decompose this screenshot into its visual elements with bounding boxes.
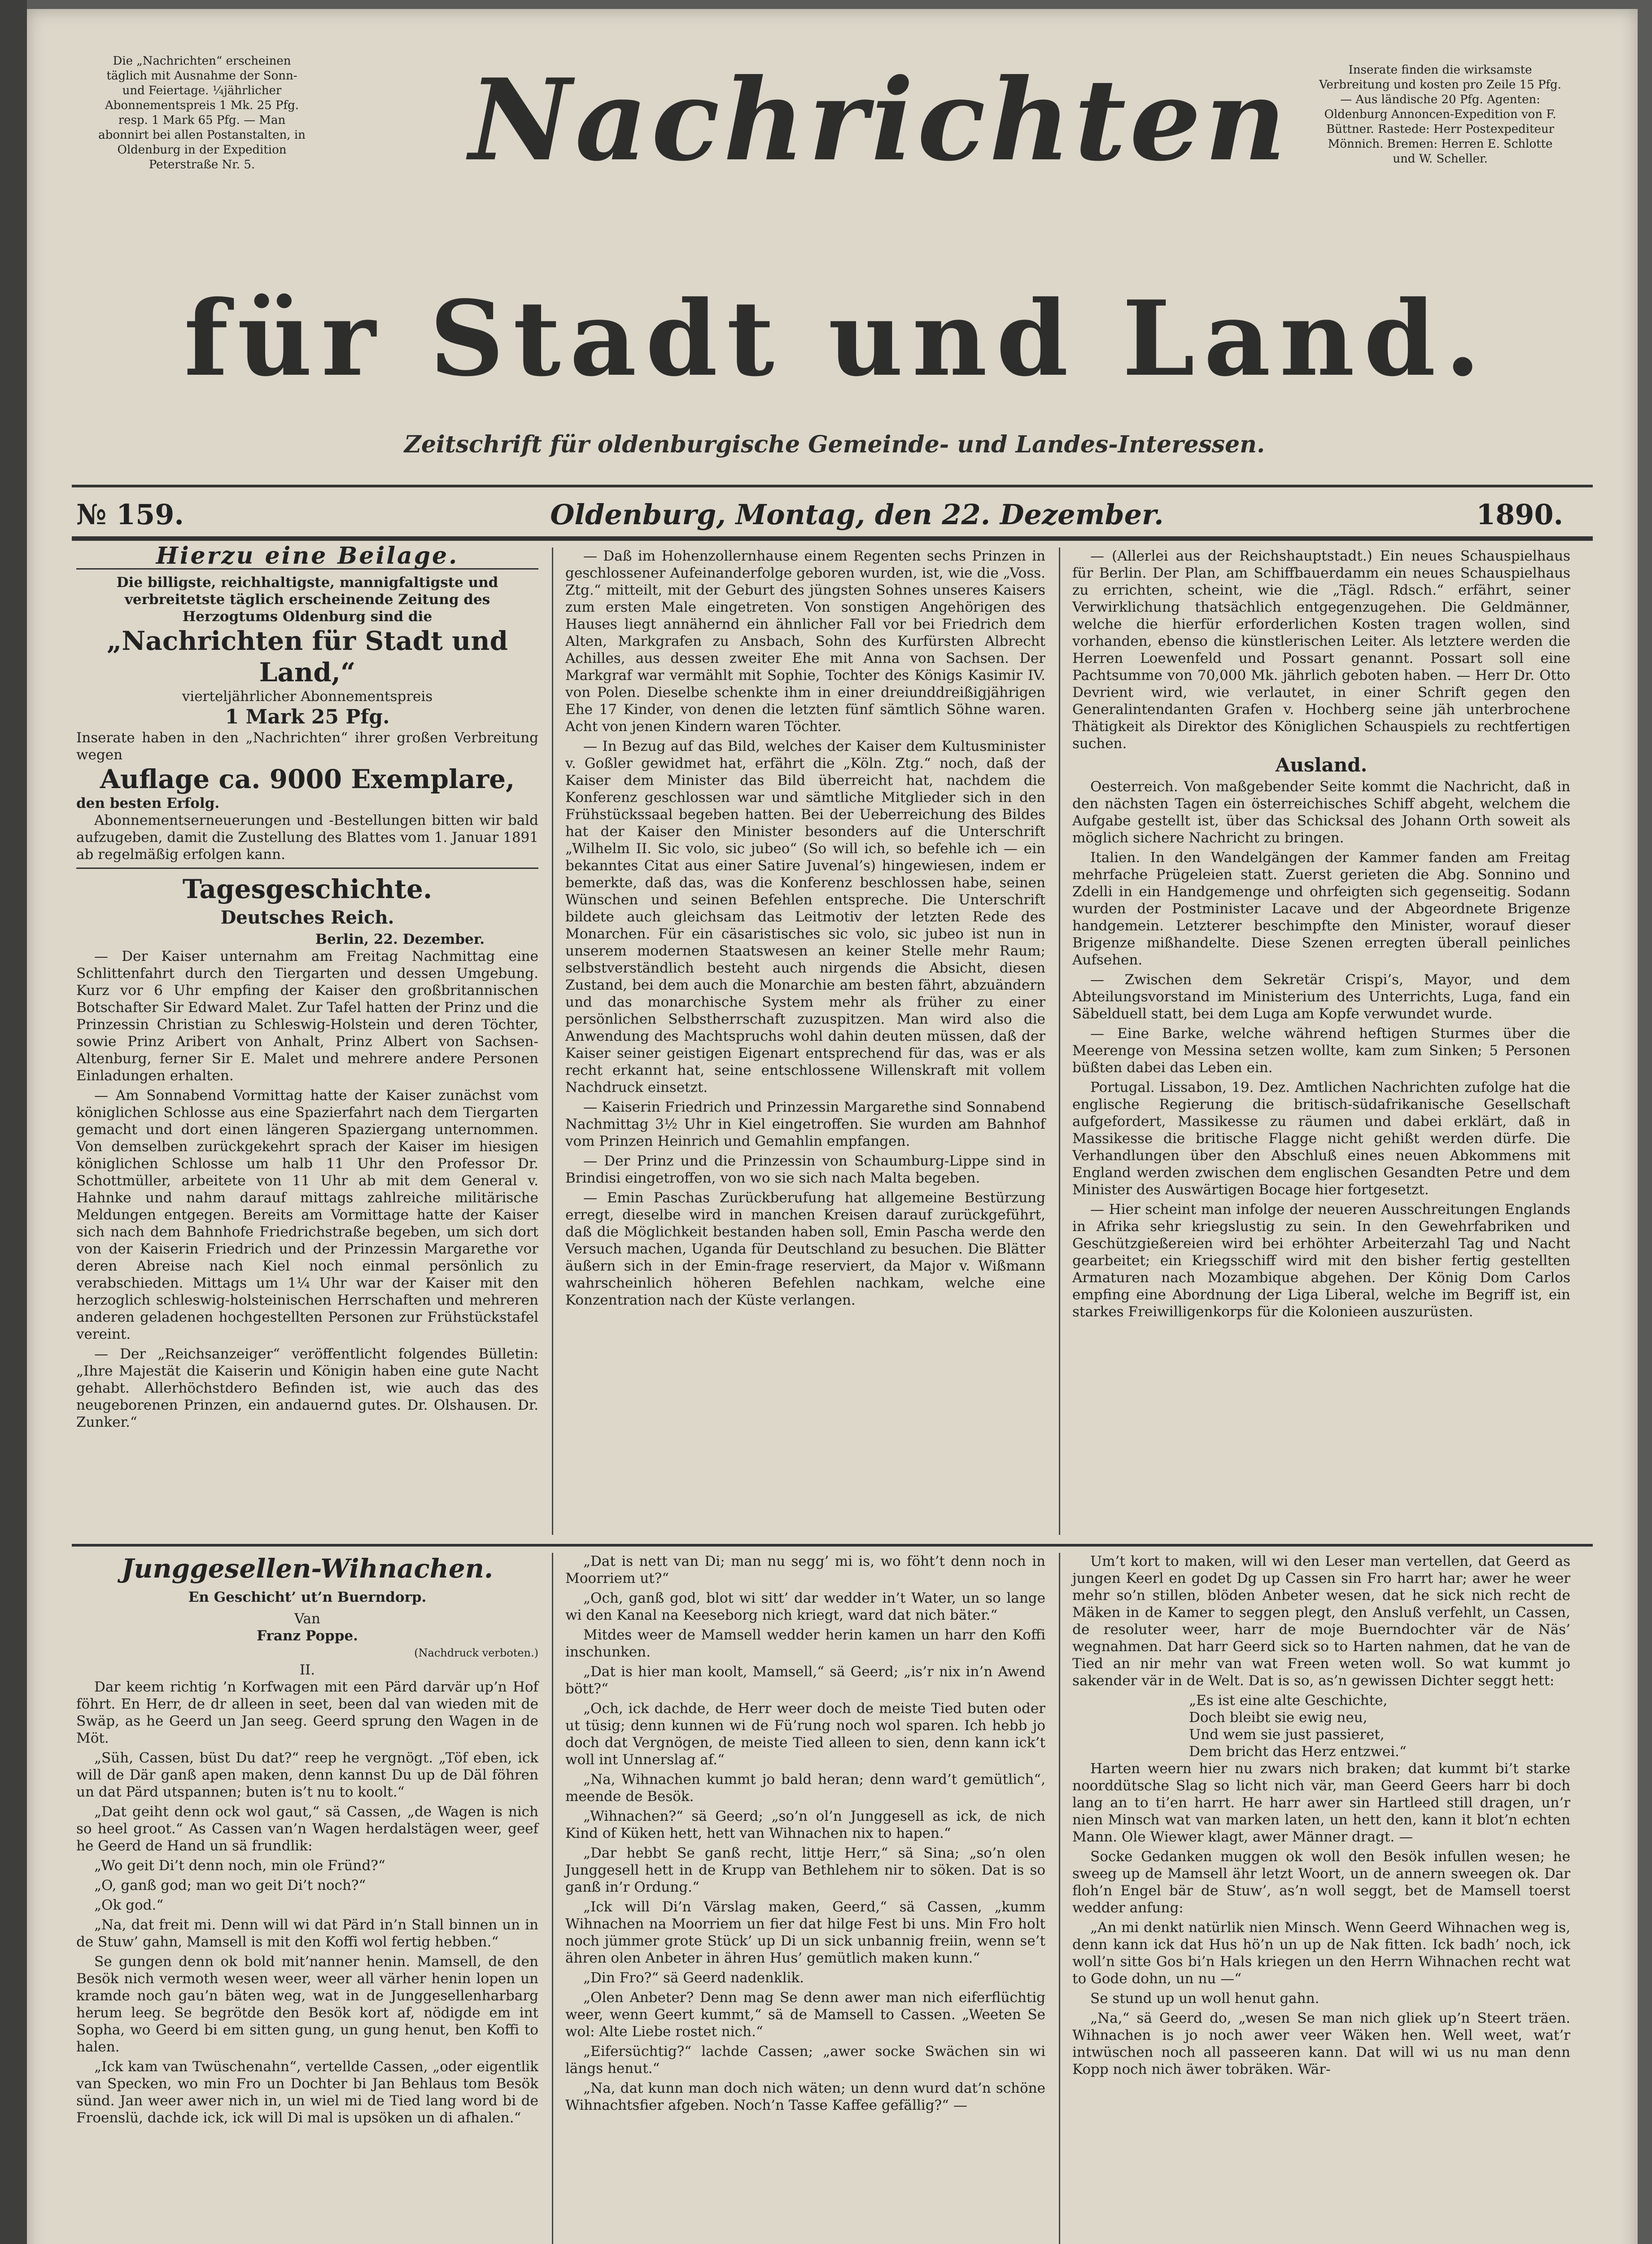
column-separator <box>552 548 553 1535</box>
section-tagesgeschichte: Tagesgeschichte. <box>182 874 433 904</box>
article-paragraph: — Hier scheint man infolge der neueren Ausschreitungen Englands in Afrika sehr kriegslustig zu sein. In den Gewehrfabriken und Geschützgießereien wird bei erhöhter Arbeiterzahl Tag und Nacht gearbeitet; ein Kriegsschiff wird mit den bisher fertig gestellten Armaturen nach Mozambique abgehen. Der König Dom Carlos empfing eine Abordnung der Liga Liberal, welche im Begriff ist, ein starkes Freiwilligenkorps für die Kolonieen auszurüsten. <box>1072 1201 1570 1320</box>
story-paragraph: „Och, ganß god, blot wi sitt’ dar wedder in’t Water, un so lange wi den Kanal na Keeseborg nich kriegt, ward dat nich bäter.“ <box>565 1590 1045 1623</box>
column-3 <box>1072 548 1570 1323</box>
article-paragraph: Italien. In den Wandelgängen der Kammer fanden am Freitag mehrfache Prügeleien statt. Zuerst gerieten die Abg. Sonnino und Zdelli in ein Handgemenge und ohrfeigten sich gegenseitig. Sodann wurden der Postminister Lacave und der Abgeordnete Brigenze handgemein. Letzterer beschimpfte den Minister, worauf dieser Brigenze mißhandelte. Diese Szenen erregten überall peinliches Aufsehen. <box>1072 850 1570 968</box>
story-paragraph: „Ick kam van Twüschenahn“, vertellde Cassen, „oder eigentlik van Specken, wo min Fro un Dochter bi Jan Behlaus tom Besök sünd. Jan weer awer nich in, un wiel mi de Tied lang word bi de Froenslü, dachde ick, ick will Di mal is upsöken un di afhalen.“ <box>76 2059 538 2126</box>
verse-line: Und wem sie just passieret, <box>1189 1727 1385 1743</box>
ad-renewal: Abonnementserneuerungen und -Bestellungen bitten wir bald aufzugeben, damit die Zustellung des Blattes vom 1. Januar 1891 ab regelmäßig erfolgen kann. <box>76 812 538 869</box>
story-by: Van <box>294 1611 320 1627</box>
story-paragraph: „Olen Anbeter? Denn mag Se denn awer man nich eiferflüchtig weer, wenn Geert kummt,“ sä de Mamsell to Cassen. „Weeten Se wol: Alte Liebe rostet nich.“ <box>565 1990 1045 2040</box>
article-paragraph: Portugal. Lissabon, 19. Dez. Amtlichen Nachrichten zufolge hat die englische Regierung die britisch-südafrikanische Gesellschaft aufgefordert, Massikesse zu räumen und dabei erklärt, daß in Massikesse die britische Flagge nicht gehißt werden dürfe. Die Verhandlungen über den Abschluß eines neuen Abkommens mit England werden zwischen dem englischen Gesandten Petre und dem Minister des Auswärtigen Bocage hier fortgesetzt. <box>1072 1079 1570 1198</box>
story-column-2 <box>565 1553 1045 2117</box>
masthead-title-line2: für Stadt und Land. <box>184 278 1490 399</box>
ad-intro: Die billigste, reichhaltigste, mannigfaltigste und verbreitetste täglich erscheinende Zeitung des Herzogtums Oldenburg sind die <box>116 574 498 625</box>
ad-success: den besten Erfolg. <box>76 795 220 811</box>
top-rule <box>72 485 1593 487</box>
story-paragraph: „Dat is nett van Di; man nu segg’ mi is, wo föht’t denn noch in Moorriem ut?“ <box>565 1553 1045 1587</box>
story-paragraph: Dar keem richtig ’n Korfwagen mit een Pärd darvär up’n Hof föhrt. En Herr, de dr alleen in seet, been dal van wieden mit de Swäp, as he Geerd un Jan seeg. Geerd sprung den Wagen in de Möt. <box>76 1679 538 1746</box>
article-paragraph: — (Allerlei aus der Reichshauptstadt.) Ein neues Schauspielhaus für Berlin. Der Plan, am Schiffbauerdamm ein neues Schauspielhaus zu errichten, scheint, wie die „Tägl. Rdsch.“ erfährt, seiner Verwirklichung thatsächlich entgegenzugehen. Die Geldmänner, welche die hierfür erforderlichen Kosten tragen wollen, sind vorhanden, ebenso die künstlerischen Leiter. Als letztere werden die Herren Loewenfeld und Possart genannt. Possart soll eine Pachtsumme von 70,000 Mk. jährlich geboten haben. — Herr Dr. Otto Devrient wird, wie verlautet, in einer Schrift gegen den Generalintendanten Grafen v. Hochberg seine jäh unterbrochene Thätigkeit als Direktor des Königlichen Schauspiels zu rechtfertigen suchen. <box>1072 548 1570 752</box>
story-part: II. <box>299 1662 315 1678</box>
issue-year: 1890. <box>1476 498 1564 531</box>
article-paragraph: — Daß im Hohenzollernhause einem Regenten sechs Prinzen in geschlossener Aufeinanderfolge geboren wurden, ist, wie die „Voss. Ztg.“ mitteilt, mit der Geburt des jüngsten Sohnes unseres Kaisers zum ersten Male eingetreten. Von sonstigen Angehörigen des Hauses liegt annähernd ein ähnlicher Fall vor bei Friedrich dem Alten, Markgrafen zu Ansbach, Sohn des Kurfürsten Albrecht Achilles, aus dessen zweiter Ehe mit Anna von Sachsen. Der Markgraf war vermählt mit Sophie, Tochter des Königs Kasimir IV. von Polen. Dieselbe schenkte ihm in einer dreiunddreißigjährigen Ehe 17 Kinder, von denen die letzten fünf sämtlich Söhne waren. Acht von jenen Kindern waren Töchter. <box>565 548 1045 735</box>
story-paragraph: „Süh, Cassen, büst Du dat?“ reep he vergnögt. „Töf eben, ick will de Där ganß apen maken, denn kannst Du up de Däl föhren un dat Pärd utspannen; buten is’t nu to koolt.“ <box>76 1750 538 1800</box>
section-ausland: Ausland. <box>1275 754 1368 776</box>
story-paragraph: „Wo geit Di’t denn noch, min ole Fründ?“ <box>94 1858 385 1874</box>
article-paragraph: — Der Prinz und die Prinzessin von Schaumburg-Lippe sind in Brindisi eingetroffen, von wo sie sich nach Malta begeben. <box>565 1153 1045 1186</box>
berlin-dateline: Berlin, 22. Dezember. <box>315 931 485 947</box>
ad-circulation: Auflage ca. 9000 Exemplare, <box>100 764 515 794</box>
masthead-title-line1: Nachrichten <box>469 54 1290 186</box>
ad-price-label: vierteljährlicher Abonnementspreis <box>182 688 433 705</box>
story-paragraph: „Dar hebbt Se ganß recht, littje Herr,“ sä Sina; „so’n olen Junggesell hett in de Krupp van Bethlehem nir to söken. Dat is so ganß in’r Ordung.“ <box>565 1845 1045 1895</box>
story-paragraph: „Dat geiht denn ock wol gaut,“ sä Cassen, „de Wagen is nich so heel groot.“ As Cassen van’n Wagen herdalstägen weer, geef he Geerd de Hand un sä frundlik: <box>76 1804 538 1854</box>
ad-price: 1 Mark 25 Pfg. <box>225 706 390 728</box>
article-paragraph: — Der „Reichsanzeiger“ veröffentlicht folgendes Bülletin: „Ihre Majestät die Kaiserin und Königin haben eine gute Nacht gehabt. Allerhöchstdero Befinden ist, wie auch das des neugeborenen Prinzen, ein andauernd gutes. Dr. Olshausen. Dr. Zunker.“ <box>76 1346 538 1430</box>
story-paragraph: „Din Fro?“ sä Geerd nadenklik. <box>583 1970 804 1986</box>
story-paragraph: „Na, Wihnachen kummt jo bald heran; denn ward’t gemütlich“, meende de Besök. <box>565 1771 1045 1805</box>
article-paragraph: — Am Sonnabend Vormittag hatte der Kaiser zunächst vom königlichen Schlosse aus eine Spazierfahrt nach dem Tiergarten gemacht und dort einen längeren Spaziergang unternommen. Von demselben zurückgekehrt sprach der Kaiser im hiesigen königlichen Schlosse um halb 11 Uhr den Professor Dr. Schottmüller, arbeitete von 11 Uhr ab mit dem General v. Hahnke und nahm darauf mittags zahlreiche militärische Meldungen entgegen. Bereits am Vormittage hatte der Kaiser sich nach dem Bahnhofe Friedrichstraße begeben, um sich dort von der Kaiserin Friedrich und der Prinzessin Margarethe vor deren Abreise nach Kiel noch einmal persönlich zu verabschieden. Mittags um 1¼ Uhr war der Kaiser mit den herzoglich schleswig-holsteinischen Herrschaften und mehreren anderen geladenen hochgestellten Personen zur Frühstückstafel vereint. <box>76 1087 538 1342</box>
masthead-subtitle: Zeitschrift für oldenburgische Gemeinde- und Landes-Interessen. <box>404 431 1265 458</box>
verse-line: Doch bleibt sie ewig neu, <box>1189 1709 1368 1726</box>
article-paragraph: Oesterreich. Von maßgebender Seite kommt die Nachricht, daß in den nächsten Tagen ein österreichisches Schiff abgeht, welchem die Aufgabe gestellt ist, über das Schicksal des Johann Orth soweit als möglich sichere Nachricht zu bringen. <box>1072 779 1570 846</box>
story-paragraph: „Dat is hier man koolt, Mamsell,“ sä Geerd; „is’r nix in’n Awend bött?“ <box>565 1664 1045 1697</box>
story-paragraph: „Wihnachen?“ sä Geerd; „so’n ol’n Junggesell as ick, de nich Kind of Küken hett, hett van Wihnachen nix to hapen.“ <box>565 1808 1045 1841</box>
story-column-1 <box>76 1553 538 2129</box>
story-title: Junggesellen-Wihnachen. <box>121 1553 494 1584</box>
ad-inserate: Inserate haben in den „Nachrichten“ ihrer großen Verbreitung wegen <box>76 730 538 763</box>
feuilleton-rule <box>72 1544 1593 1547</box>
story-paragraph: „Na,“ sä Geerd do, „wesen Se man nich gliek up’n Steert träen. Wihnachen is jo noch awer veer Wäken hen. Well weet, wat’r intwüschen noch all passeeren kann. Dat will wi us nu man denn Kopp noch nich äwer tobräken. Wär- <box>1072 2010 1570 2077</box>
verse-line: Dem bricht das Herz entzwei.“ <box>1189 1744 1407 1760</box>
supplement-notice: Hierzu eine Beilage. <box>76 548 538 570</box>
story-paragraph: „Och, ick dachde, de Herr weer doch de meiste Tied buten oder ut tüsig; denn kunnen wi de Fü’rung noch wol sparen. Ich hebb jo doch dat Vergnögen, de meiste Tied alleen to sien, denn kann ick’t woll int Unnerslag af.“ <box>565 1701 1045 1768</box>
article-paragraph: — Emin Paschas Zurückberufung hat allgemeine Bestürzung erregt, dieselbe wird in manchen Kreisen darauf zurückgeführt, daß die Möglichkeit bestanden haben soll, Emin Pascha werde den Versuch machen, Uganda für Deutschland zu besuchen. Die Blätter äußern sich in der Emin-frage reserviert, da Major v. Wißmann wahrscheinlich höheren Befehlen nachkam, welche eine Konzentration nach der Küste verlangen. <box>565 1190 1045 1308</box>
story-paragraph: „Ok god.“ <box>94 1897 164 1913</box>
story-paragraph: „O, ganß god; man wo geit Di’t noch?“ <box>94 1877 366 1893</box>
dateline-rule <box>72 536 1593 541</box>
verse-line: „Es ist eine alte Geschichte, <box>1189 1692 1388 1709</box>
story-paragraph: Um’t kort to maken, will wi den Leser man vertellen, dat Geerd as jungen Keerl en godet Dg up Cassen sin Fro harrt har; awer he weer mehr so’n stillen, blöden Anbeter wesen, dat he sick nich recht de Mäken in de Kamer to seggen plegt, den Ansluß verfehlt, un Cassen, de resoluter weer, harr de moje Buerndochter vär de Näs’ wegnahmen. Dat harr Geerd sick so to Harten nahmen, dat he van de Tied an nir mehr van wat Freen weten woll. So wat kummt jo sakender vär in de Welt. Dat is so, as’n gewissen Dichter seggt hett: <box>1072 1553 1570 1689</box>
issue-number: № 159. <box>76 498 184 531</box>
section-deutsches-reich: Deutsches Reich. <box>220 907 394 928</box>
column-1 <box>76 542 538 1433</box>
column-separator <box>1059 548 1060 1535</box>
article-paragraph: — In Bezug auf das Bild, welches der Kaiser dem Kultusminister v. Goßler gewidmet hat, erfährt die „Köln. Ztg.“ noch, daß der Kaiser dem Minister das Bild überreicht hat, nachdem die Konferenz geschlossen war und sämtliche Mitglieder sich in den Frühstückssaal begeben hatten. Bei der Ueberreichung des Bildes hat der Kaiser den Minister besonders auf die Unterschrift „Wilhelm II. Sic volo, sic jubeo“ (So will ich, so befehle ich — ein bekanntes Citat aus einer Satire Juvenal’s) hingewiesen, indem er bemerkte, daß das, was die Konferenz beschlossen habe, seinen Wünschen und seinen Befehlen entspreche. Die Unterschrift bildete auch gleichsam das Leitmotiv der letzten Rede des Monarchen. Für ein cäsaristisches sic volo, sic jubeo ist nun in unserem modernen Staatswesen an keiner Stelle mehr Raum; selbstverständlich besteht auch nirgends die Absicht, diesen Zustand, bei dem auch die Monarchie am besten fährt, abzuändern und das monarchische System mehr als früher zu einer persönlichen Selbstherrschaft zuzuspitzen. Man wird also die Anwendung des Machtspruchs wohl dahin deuten müssen, daß der Kaiser seiner geistigen Eigenart entsprechend für das, was er als recht erkannt hat, seine entschlossene Willenskraft mit vollem Nachdruck einsetzt. <box>565 738 1045 1096</box>
story-note: (Nachdruck verboten.) <box>414 1647 538 1659</box>
subscription-info: Die „Nachrichten“ erscheinen täglich mit Ausnahme der Sonn- und Feiertage. ¼jährlicher Abonnementspreis 1 Mk. 25 Pfg. resp. 1 Mark 65 Pfg. — Man abonnirt bei allen Postanstalten, in Oldenburg in der Expedition Peterstraße Nr. 5. <box>98 54 306 171</box>
story-subtitle: En Geschicht’ ut’n Buerndorp. <box>188 1589 427 1605</box>
article-paragraph: — Der Kaiser unternahm am Freitag Nachmittag eine Schlittenfahrt durch den Tiergarten und dessen Umgebung. Kurz vor 6 Uhr empfing der Kaiser den großbritannischen Botschafter Sir Edward Malet. Zur Tafel hatten der Prinz und die Prinzessin Christian zu Schleswig-Holstein und deren Töchter, sowie Prinz Aribert von Anhalt, Prinz Albert von Sachsen-Altenburg, ferner Sir E. Malet und mehrere andere Personen Einladungen erhalten. <box>76 948 538 1084</box>
advertising-info: Inserate finden die wirksamste Verbreitung und kosten pro Zeile 15 Pfg. — Aus ländische 20 Pfg. Agenten: Oldenburg Annoncen-Expedition von F. Büttner. Rastede: Herr Postexpediteur Mönnich. Bremen: Herren E. Schlotte und W. Scheller. <box>1319 63 1561 166</box>
column-2 <box>565 548 1045 1311</box>
story-author: Franz Poppe. <box>257 1628 358 1644</box>
story-paragraph: Se stund up un woll henut gahn. <box>1090 1990 1320 2007</box>
story-paragraph: Se gungen denn ok bold mit’nanner henin. Mamsell, de den Besök nich vermoth wesen weer, weer all värher henin lopen un kramde noch gau’n bäten weg, wat in de Junggesellenharbarg herum leeg. Se begrötde den Besök kort af, nödigde em int Sopha, wo Geerd bi em sitten gung, un gung henut, ben Koffi to halen. <box>76 1954 538 2055</box>
column-separator <box>1059 1553 1060 2244</box>
newspaper-page <box>27 9 1638 2244</box>
story-paragraph: „Ick will Di’n Värslag maken, Geerd,“ sä Cassen, „kumm Wihnachen na Moorriem un fier dat hilge Fest bi uns. Min Fro holt noch jümmer grote Stück’ up Di un sick unbannig freiin, wenn se’t ähren olen Anbeter in ähren Hus’ gemütlich maken kunn.“ <box>565 1899 1045 1966</box>
story-column-3 <box>1072 1553 1570 2081</box>
story-paragraph: „Na, dat freit mi. Denn will wi dat Pärd in’n Stall binnen un in de Stuw’ gahn, Mamsell is mit den Koffi wol fertig hebben.“ <box>76 1917 538 1950</box>
article-paragraph: — Zwischen dem Sekretär Crispi’s, Mayor, und dem Abteilungsvorstand im Ministerium des Unterrichts, Luga, fand ein Säbelduell statt, bei dem Luga am Kopfe verwundet wurde. <box>1072 972 1570 1022</box>
article-paragraph: — Kaiserin Friedrich und Prinzessin Margarethe sind Sonnabend Nachmittag 3½ Uhr in Kiel eingetroffen. Sie wurden am Bahnhof vom Prinzen Heinrich und Gemahlin empfangen. <box>565 1099 1045 1149</box>
ad-title: „Nachrichten für Stadt und Land,“ <box>106 626 508 688</box>
story-paragraph: „Eifersüchtig?“ lachde Cassen; „awer socke Swächen sin wi längs henut.“ <box>565 2043 1045 2077</box>
column-separator <box>552 1553 553 2244</box>
issue-date: Oldenburg, Montag, den 22. Dezember. <box>550 498 1164 531</box>
story-paragraph: Mitdes weer de Mamsell wedder herin kamen un harr den Koffi inschunken. <box>565 1627 1045 1660</box>
story-paragraph: „An mi denkt natürlik nien Minsch. Wenn Geerd Wihnachen weg is, denn kann ick dat Hus hö’n un up de Nak fitten. Ick badh’ noch, ick woll’n sitte Gos bi’n Hals kriegen un den Herrn Wihnachen recht wat to Gode dohn, un nu —“ <box>1072 1920 1570 1987</box>
story-paragraph: Socke Gedanken muggen ok woll den Besök infullen wesen; he sweeg up de Mamsell ähr letzt Woort, un de annern sweegen ok. Dar floh’n Engel bär de Stuw’, as’n woll seggt, bet de Mamsell toerst wedder anfung: <box>1072 1849 1570 1916</box>
book-binding <box>0 0 27 2244</box>
story-paragraph: „Na, dat kunn man doch nich wäten; un denn wurd dat’n schöne Wihnachtsfier afgeben. Noch’n Tasse Kaffee gefällig?“ — <box>565 2080 1045 2113</box>
article-paragraph: — Eine Barke, welche während heftigen Sturmes über die Meerenge von Messina setzen wollte, kam zum Sinken; 5 Personen büßten dabei das Leben ein. <box>1072 1026 1570 1076</box>
story-paragraph: Harten weern hier nu zwars nich braken; dat kummt bi’t starke noorddütsche Slag so licht nich vär, man Geerd Geers harr bi doch lang an to ti’en harrt. He harr awer sin Hartleed still dragen, un’r nien Minsch wat van marken laten, un hett den, kann it blot’n echten Mann. Ole Wiewer klagt, awer Männer dragt. — <box>1072 1761 1570 1845</box>
